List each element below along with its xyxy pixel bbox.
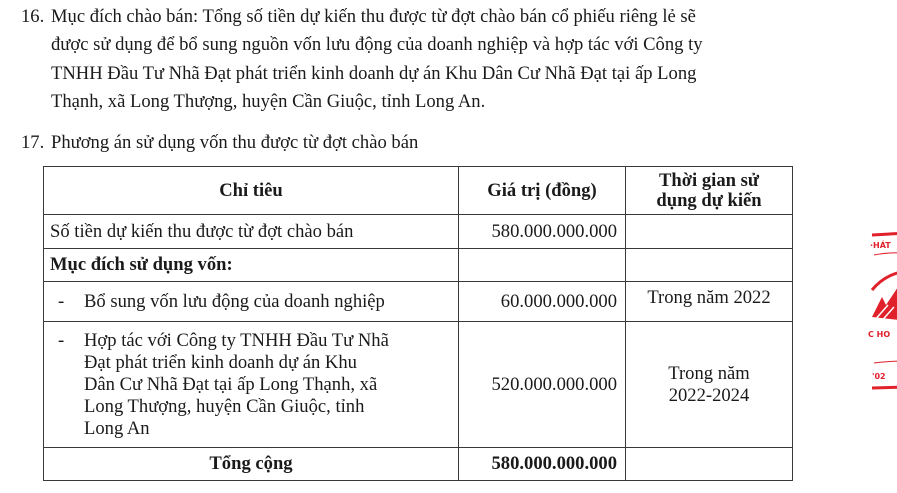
row-value: 60.000.000.000 (459, 282, 626, 322)
svg-text:·HÁT: ·HÁT (870, 241, 891, 250)
row-label-cell (44, 322, 459, 448)
row-time (626, 249, 793, 282)
section-16-number: 16. (21, 6, 45, 27)
section-16-line: TNHH Đầu Tư Nhã Đạt phát triển kinh doanh dự án Khu Dân Cư Nhã Đạt tại ấp Long (51, 62, 697, 84)
section-16-line: Mục đích chào bán: Tổng số tiền dự kiến thu được từ đợt chào bán cổ phiếu riêng lẻ sẽ (51, 6, 696, 27)
stamp-icon (868, 225, 897, 395)
svg-text:C HO: C HO (868, 330, 891, 339)
table-row (44, 322, 793, 448)
table-row (44, 249, 793, 282)
fund-usage-table (43, 166, 793, 481)
row-time (626, 322, 793, 448)
total-value: 580.000.000.000 (459, 448, 626, 481)
row-value: 520.000.000.000 (459, 322, 626, 448)
row-label-cell (44, 282, 459, 322)
row-label-line: Dân Cư Nhã Đạt tại ấp Long Thạnh, xã (84, 373, 378, 395)
table-total-row (44, 448, 793, 481)
row-time (626, 215, 793, 249)
row-time-line: Trong năm (668, 362, 750, 384)
header-time-line: Thời gian sử (659, 169, 759, 191)
total-label: Tổng cộng (44, 448, 459, 481)
row-time-line: 2022-2024 (668, 384, 750, 406)
table-row (44, 282, 793, 322)
row-value (459, 249, 626, 282)
table-header-row (44, 167, 793, 215)
section-17-title: Phương án sử dụng vốn thu được từ đợt chào bán (51, 132, 419, 153)
section-16-line: được sử dụng để bổ sung nguồn vốn lưu động của doanh nghiệp và hợp tác với Công ty (51, 34, 703, 56)
row-label: Mục đích sử dụng vốn: (44, 249, 459, 282)
row-label (84, 330, 452, 440)
row-label: Số tiền dự kiến thu được từ đợt chào bán (44, 215, 459, 249)
bullet-dash: - (58, 329, 65, 351)
section-16-paragraph (21, 3, 821, 116)
bullet-dash: - (58, 290, 65, 312)
total-time (626, 448, 793, 481)
row-label: Bổ sung vốn lưu động của doanh nghiệp (84, 290, 385, 312)
header-value: Giá trị (đồng) (459, 167, 626, 215)
row-label-line: Long An (84, 417, 150, 439)
header-time (626, 167, 793, 215)
row-value: 580.000.000.000 (459, 215, 626, 249)
section-17-heading (21, 130, 418, 156)
row-label-line: Long Thượng, huyện Cần Giuộc, tỉnh (84, 395, 365, 417)
section-16-line: Thạnh, xã Long Thượng, huyện Cần Giuộc, tỉnh Long An. (51, 90, 486, 112)
table-row (44, 215, 793, 249)
svg-text:'02: '02 (872, 372, 886, 381)
row-label-line: Đạt phát triển kinh doanh dự án Khu (84, 351, 357, 373)
row-label-line: Hợp tác với Công ty TNHH Đầu Tư Nhã (84, 329, 389, 351)
red-company-stamp (868, 225, 897, 395)
row-time: Trong năm 2022 (626, 282, 793, 322)
header-time-line: dụng dự kiến (656, 189, 762, 211)
section-17-number: 17. (21, 132, 45, 153)
header-indicator: Chỉ tiêu (44, 167, 459, 215)
